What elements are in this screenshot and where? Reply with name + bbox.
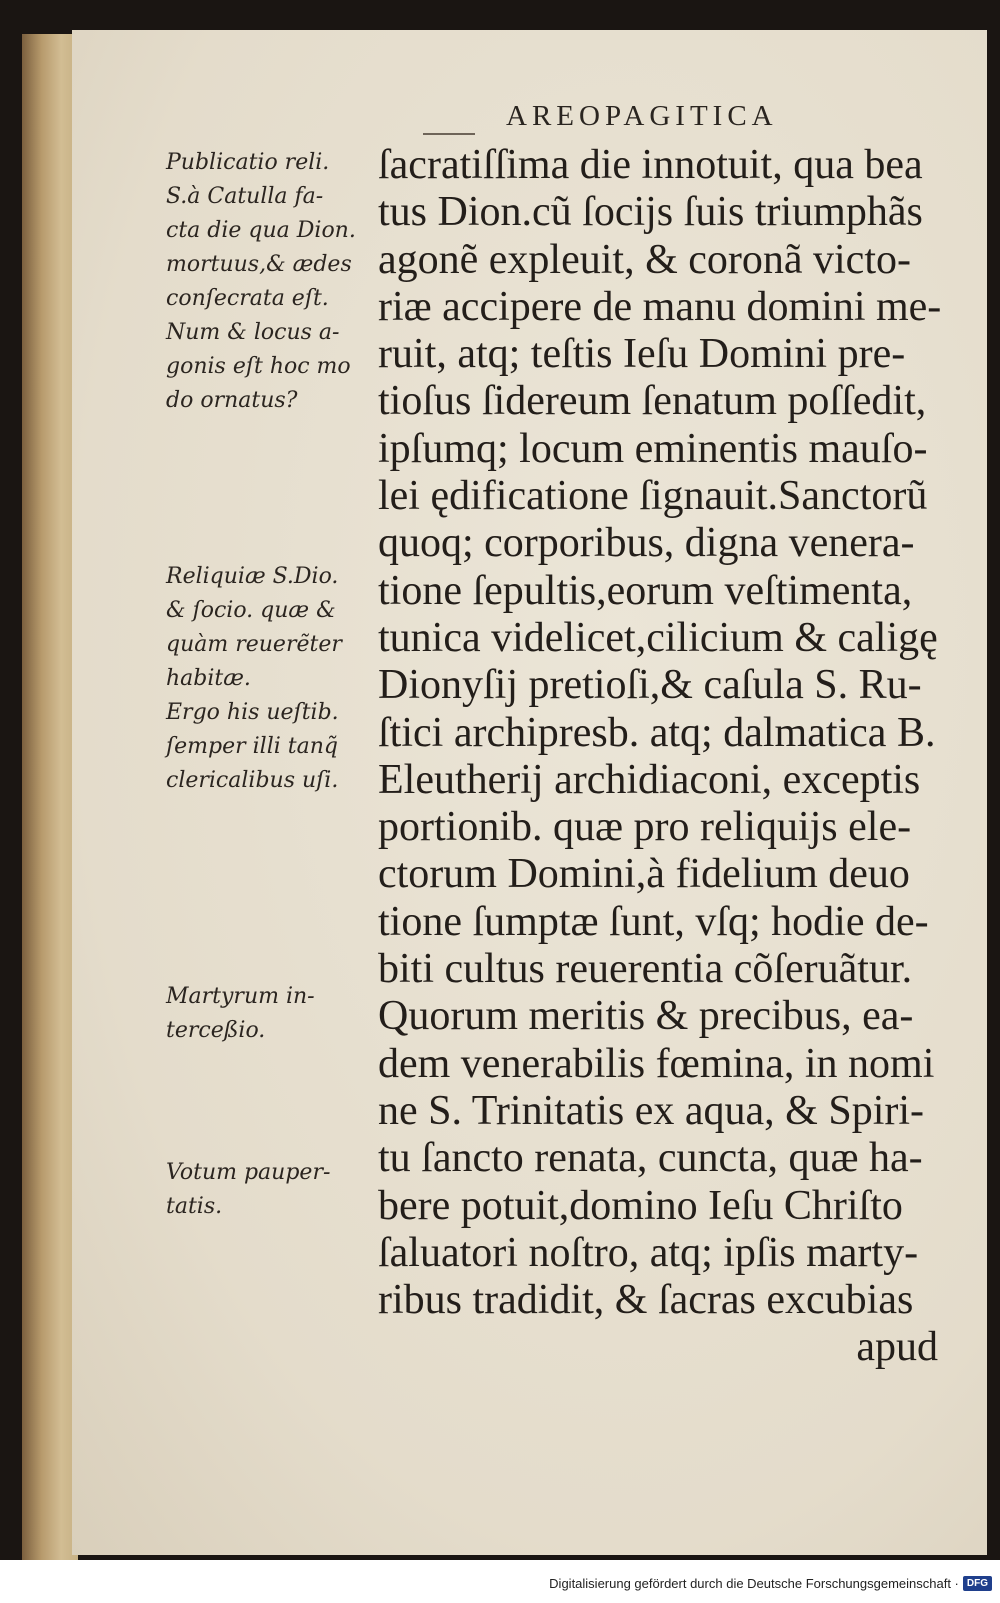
- marginal-note: [166, 1156, 381, 1224]
- body-line: ſtici archipresb. atq; dalmatica B.: [378, 709, 936, 756]
- body-line: Eleutherij archidiaconi, exceptis: [378, 756, 921, 803]
- body-text: [378, 142, 948, 1372]
- marginal-note-line: clericalibus uſi.: [166, 768, 339, 793]
- dfg-logo: DFG: [963, 1576, 992, 1591]
- marginal-note-line: Publicatio reli.: [166, 150, 330, 175]
- body-line: ſaluatori noſtro, atq; ipſis marty-: [378, 1229, 919, 1276]
- body-line: bere potuit,domino Ieſu Chriſto: [378, 1182, 903, 1229]
- body-line: tunica videlicet,cilicium & caligę: [378, 614, 938, 661]
- marginal-note-line: Reliquiæ S.Dio.: [166, 564, 339, 589]
- marginal-note-line: & ſocio. quæ &: [166, 598, 336, 623]
- body-line: Dionyſij pretioſi,& caſula S. Ru-: [378, 662, 922, 709]
- marginal-note-line: ſemper illi tanq̃: [166, 734, 338, 759]
- body-line: tione ſepultis,eorum veſtimenta,: [378, 567, 913, 614]
- body-line: ne S. Trinitatis ex aqua, & Spiri-: [378, 1087, 924, 1134]
- book-spine-edge: [22, 34, 78, 1560]
- body-line: lei ędificatione ſignauit.Sanctorũ: [378, 473, 928, 520]
- body-line: tu ſancto renata, cuncta, quæ ha-: [378, 1135, 923, 1182]
- body-line: agonẽ expleuit, & coronã victo-: [378, 236, 911, 283]
- body-line: Quorum meritis & precibus, ea-: [378, 993, 914, 1040]
- marginal-note-line: tatis.: [166, 1194, 223, 1219]
- body-line: tione ſumptæ ſunt, vſq; hodie de-: [378, 898, 929, 945]
- body-line: tioſus ſidereum ſenatum poſſedit,: [378, 378, 927, 425]
- running-head: AREOPAGITICA: [506, 100, 778, 132]
- marginal-note: [166, 980, 381, 1048]
- body-line: ipſumq; locum eminentis mauſo-: [378, 425, 928, 472]
- catchword: apud: [856, 1324, 938, 1371]
- marginal-note-line: do ornatus?: [166, 388, 298, 413]
- digitization-footer: [549, 1576, 992, 1591]
- marginal-note-line: Martyrum in-: [166, 984, 315, 1009]
- body-line: tus Dion.cũ ſocijs ſuis triumphãs: [378, 189, 923, 236]
- body-line: biti cultus reuerentia cõſeruãtur.: [378, 946, 913, 993]
- body-line: portionib. quæ pro reliquijs ele-: [378, 804, 912, 851]
- marginal-note-line: S.à Catulla fa-: [166, 184, 324, 209]
- marginal-note-line: habitæ.: [166, 666, 251, 691]
- marginal-note-line: mortuus,& ædes: [166, 252, 352, 277]
- marginal-note-line: Votum pauper-: [166, 1160, 331, 1185]
- marginal-note-line: terceßio.: [166, 1018, 266, 1043]
- marginal-note-line: Ergo his ueſtib.: [166, 700, 339, 725]
- body-line: quoq; corporibus, digna venera-: [378, 520, 915, 567]
- marginal-note: [166, 146, 381, 418]
- marginal-note-line: quàm reuerẽter: [166, 632, 342, 657]
- marginal-note-line: Num & locus a-: [166, 320, 340, 345]
- body-line: dem venerabilis fœmina, in nomi: [378, 1040, 935, 1087]
- marginal-note-line: cta die qua Dion.: [166, 218, 356, 243]
- body-line: ſacratiſſima die innotuit, qua bea: [378, 142, 923, 188]
- marginal-note: [166, 560, 381, 798]
- marginal-note-line: conſecrata eſt.: [166, 286, 329, 311]
- body-line: ribus tradidit, & ſacras excubias: [378, 1277, 914, 1324]
- body-line: ctorum Domini,à fidelium deuo: [378, 851, 910, 898]
- marginal-note-line: gonis eſt hoc mo: [166, 354, 351, 379]
- body-line: ruit, atq; teſtis Ieſu Domini pre-: [378, 331, 906, 378]
- body-line: riæ accipere de manu domini me-: [378, 283, 942, 330]
- head-rule: [423, 133, 475, 135]
- footer-text: Digitalisierung gefördert durch die Deutsche Forschungsgemeinschaft ·: [549, 1576, 959, 1591]
